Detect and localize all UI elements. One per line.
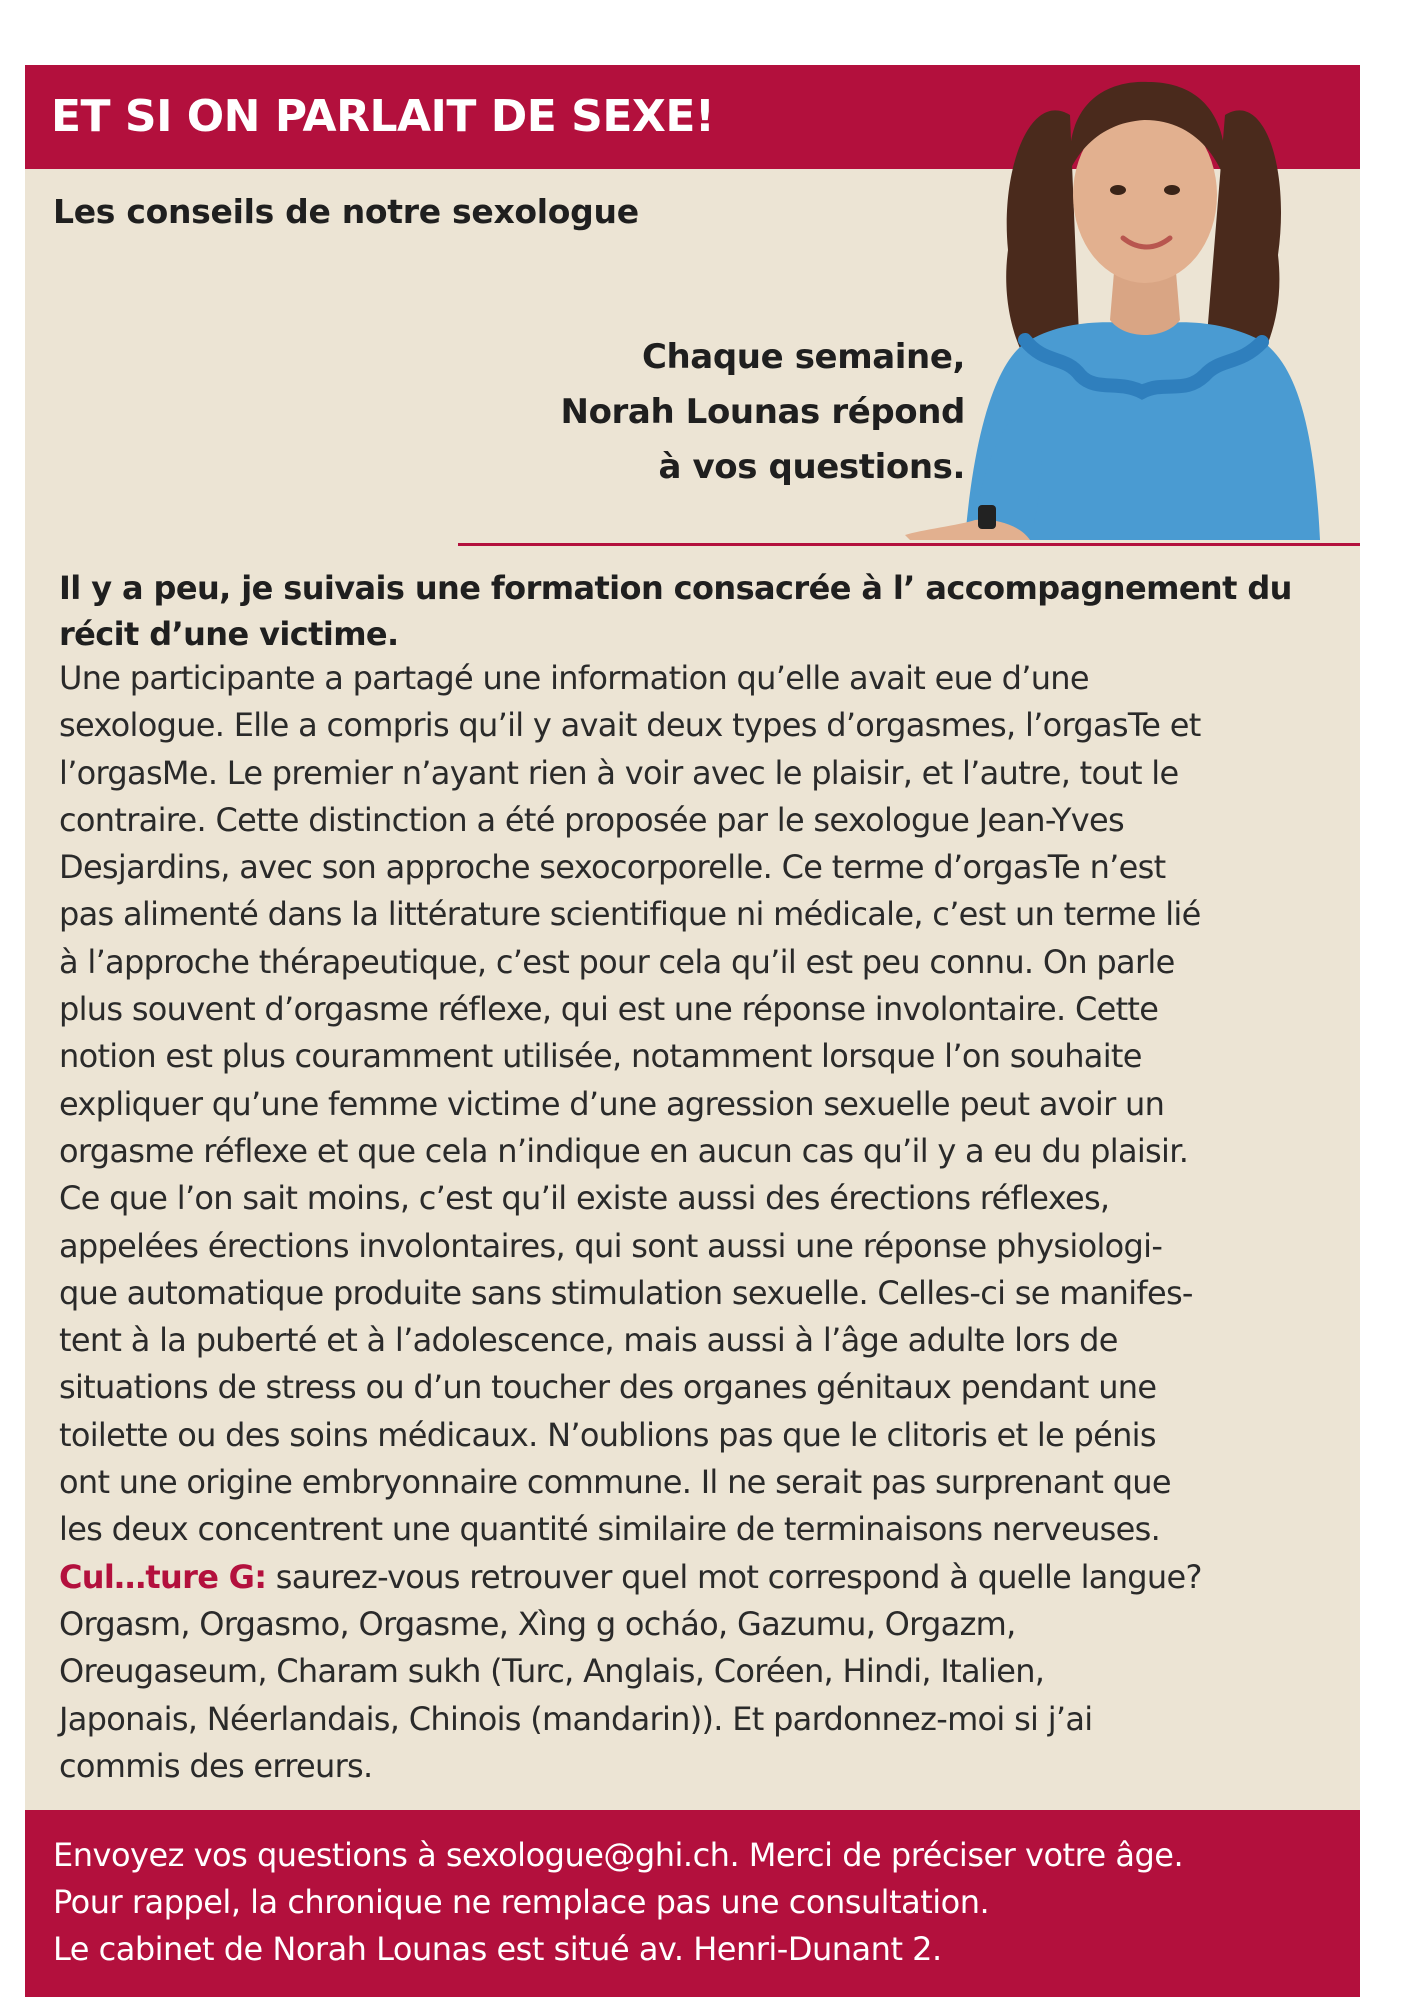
- answer-line: tent à la puberté et à l’adolescence, mais aussi à l’âge adulte lors de: [59, 1321, 1118, 1360]
- sexologist-portrait-icon: [880, 20, 1410, 540]
- answer-line: expliquer qu’une femme victime d’une agression sexuelle peut avoir un: [59, 1084, 1165, 1123]
- culture-line: Oreugaseum, Charam sukh (Turc, Anglais, Coréen, Hindi, Italien,: [59, 1652, 1045, 1691]
- answer-text: [59, 655, 1349, 1790]
- culture-line: Japonais, Néerlandais, Chinois (mandarin)). Et pardonnez-moi si j’ai: [59, 1699, 1093, 1738]
- answer-line: situations de stress ou d’un toucher des organes génitaux pendant une: [59, 1368, 1157, 1407]
- footer-text: [53, 1832, 1183, 1973]
- page-title: ET SI ON PARLAIT DE SEXE!: [51, 91, 715, 142]
- answer-line: Desjardins, avec son approche sexocorporelle. Ce terme d’orgasTe n’est: [59, 848, 1166, 887]
- answer-line: à l’approche thérapeutique, c’est pour cela qu’il est peu connu. On parle: [59, 942, 1175, 981]
- intro-line: Norah Lounas répond: [560, 392, 965, 432]
- answer-line: les deux concentrent une quantité similaire de terminaisons nerveuses.: [59, 1510, 1161, 1549]
- footer-bar: [25, 1810, 1360, 1997]
- answer-line: contraire. Cette distinction a été proposée par le sexologue Jean-Yves: [59, 800, 1124, 839]
- answer-line: Une participante a partagé une information qu’elle avait eue d’une: [59, 659, 1089, 697]
- intro-line: Chaque semaine,: [641, 337, 965, 377]
- section-divider: [458, 543, 1360, 546]
- culture-question: saurez-vous retrouver quel mot correspond à quelle langue?: [266, 1557, 1202, 1596]
- answer-line: l’orgasMe. Le premier n’ayant rien à voir avec le plaisir, et l’autre, tout le: [59, 753, 1179, 792]
- culture-line: Orgasm, Orgasmo, Orgasme, Xìng g ocháo, Gazumu, Orgazm,: [59, 1604, 1016, 1643]
- footer-line: Envoyez vos questions à sexologue@ghi.ch. Merci de préciser votre âge.: [53, 1836, 1184, 1874]
- answer-line: pas alimenté dans la littérature scientifique ni médicale, c’est un terme lié: [59, 895, 1201, 934]
- footer-line: Le cabinet de Norah Lounas est situé av. Henri-Dunant 2.: [53, 1930, 942, 1968]
- answer-line: que automatique produite sans stimulation sexuelle. Celles-ci se manifes-: [59, 1273, 1193, 1312]
- reader-question: Il y a peu, je suivais une formation consacrée à l’ accompagnement du récit d’une victime.: [59, 569, 1292, 653]
- culture-line: commis des erreurs.: [59, 1746, 373, 1785]
- answer-line: appelées érections involontaires, qui sont aussi une réponse physiologi-: [59, 1226, 1163, 1265]
- culture-label: Cul…ture G:: [59, 1557, 267, 1596]
- page-subtitle: Les conseils de notre sexologue: [53, 192, 639, 231]
- answer-line: orgasme réflexe et que cela n’indique en aucun cas qu’il y a eu du plaisir.: [59, 1131, 1189, 1170]
- answer-line: plus souvent d’orgasme réflexe, qui est une réponse involontaire. Cette: [59, 990, 1159, 1029]
- intro-line: à vos questions.: [658, 447, 965, 487]
- answer-line: notion est plus couramment utilisée, notamment lorsque l’on souhaite: [59, 1037, 1142, 1076]
- answer-line: toilette ou des soins médicaux. N’oublions pas que le clitoris et le pénis: [59, 1415, 1156, 1454]
- footer-line: Pour rappel, la chronique ne remplace pas une consultation.: [53, 1883, 990, 1921]
- answer-line: sexologue. Elle a compris qu’il y avait deux types d’orgasmes, l’orgasTe et: [59, 706, 1201, 745]
- culture-line: [59, 1554, 1349, 1601]
- column-box: [25, 65, 1360, 1997]
- answer-line: Ce que l’on sait moins, c’est qu’il existe aussi des érections réflexes,: [59, 1179, 1110, 1218]
- answer-line: ont une origine embryonnaire commune. Il ne serait pas surprenant que: [59, 1463, 1171, 1502]
